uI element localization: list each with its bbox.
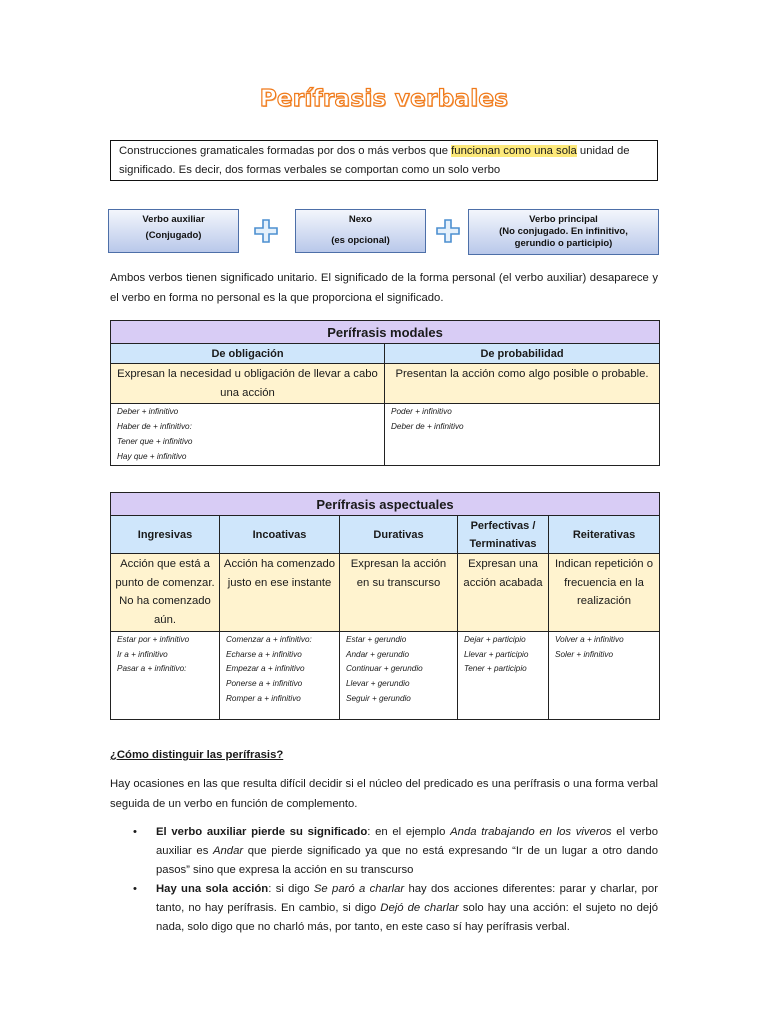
nexus-label: Nexo [348,214,373,225]
criterion-title: Hay una sola acción [156,883,269,895]
page-title: Perífrasis verbales [259,86,509,112]
example-item: Echarse a + infinitivo [226,649,302,659]
criterion-text: el verbo auxiliar es [156,826,658,857]
example-item: Andar + gerundio [346,649,410,659]
main-verb-label: Verbo principal [529,214,598,225]
aspectuales-table [110,492,660,720]
example-item: Hay que + infinitivo [117,451,187,461]
perifrasis-formula [108,209,660,257]
example-item: Poder + infinitivo [391,407,452,417]
example-item: Dejar + participio [464,634,526,644]
criterion-text: : en el ejemplo [367,826,451,838]
example-item: Romper a + infinitivo [226,693,301,703]
aspectuales-examples-reiterativas [549,631,660,719]
auxiliary-verb-label: Verbo auxiliar [142,214,205,225]
definition-text-end: unidad de significado. Es decir, dos formas verbales se comportan como un solo verbo [119,145,630,176]
modales-desc-obligacion: Expresan la necesidad u obligación de llevar a cabo una acción [111,364,385,404]
example-item: Tener + participio [464,664,527,674]
list-item [110,880,658,937]
criterion-text: que pierde significado ya que no está expresando “Ir de un lugar a otro dando pasos” sino que expresa la acción en su transcurso [156,845,658,876]
example-item: Ir a + infinitivo [117,649,168,659]
intro-paragraph: Ambos verbos tienen significado unitario. El significado de la forma personal (el verbo auxiliar) desaparece y el verbo en forma no personal es la que proporciona el significado. [110,272,658,304]
modales-examples-obligacion [111,404,385,466]
aspectuales-header-durativas: Durativas [340,516,458,554]
example-item: Soler + infinitivo [555,649,614,659]
aspectuales-header-ingresivas: Ingresivas [111,516,220,554]
bullet-marker: • [133,883,137,895]
example-item: Pasar a + infinitivo: [117,664,187,674]
example-item: Ponerse a + infinitivo [226,678,303,688]
aspectuales-desc-durativas: Expresan la acción en su transcurso [340,554,458,632]
definition-highlight: funcionan como una sola [451,145,577,157]
criterion-title: El verbo auxiliar pierde su significado [156,826,368,838]
example-item: Volver a + infinitivo [555,634,624,644]
example-item: Llevar + gerundio [346,678,410,688]
auxiliary-verb-note: (Conjugado) [145,230,202,241]
main-verb-note-2: gerundio o participio) [514,238,613,249]
criterion-text: solo hay una acción: el sujeto no dejó nada, solo digo que no charló más, por tanto, en este caso sí hay perífrasis verbal. [156,902,659,933]
example-item: Deber + infinitivo [117,407,179,417]
example-item: Empezar a + infinitivo [226,664,305,674]
modales-title: Perífrasis modales [111,321,660,344]
modales-examples-probabilidad [385,404,660,466]
criterion-example: Se paró a charlar [313,883,405,895]
definition-text: Construcciones gramaticales formadas por dos o más verbos que [119,145,452,157]
modales-header-probabilidad: De probabilidad [385,344,660,364]
aspectuales-examples-incoativas [220,631,340,719]
aspectuales-examples-perfectivas [458,631,549,719]
aspectuales-desc-incoativas: Acción ha comenzado justo en ese instante [220,554,340,632]
criteria-list [110,823,658,937]
aspectuales-header-perfectivas: Perfectivas / Terminativas [458,516,549,554]
example-item: Seguir + gerundio [346,693,411,703]
distinguish-paragraph: Hay ocasiones en las que resulta difícil decidir si el núcleo del predicado es una perífrasis o una forma verbal seguida de un verbo en función de complemento. [110,778,658,810]
section-subheading: ¿Cómo distinguir las perífrasis? [110,749,284,761]
nexus-note: (es opcional) [331,235,390,246]
plus-icon [254,219,278,243]
definition-box [110,140,658,181]
criterion-example: Anda trabajando en los viveros [450,826,612,838]
criterion-text: hay dos acciones diferentes: parar y charlar, por tanto, no hay perífrasis. En cambio, si digo [156,883,658,914]
aspectuales-header-incoativas: Incoativas [220,516,340,554]
aspectuales-desc-perfectivas: Expresan una acción acabada [458,554,549,632]
example-item: Tener que + infinitivo [117,436,193,446]
list-item [110,823,658,880]
example-item: Llevar + participio [464,649,529,659]
aspectuales-header-reiterativas: Reiterativas [549,516,660,554]
bullet-marker: • [133,826,137,838]
aspectuales-desc-reiterativas: Indican repetición o frecuencia en la realización [549,554,660,632]
aspectuales-examples-durativas [340,631,458,719]
main-verb-box [468,209,659,255]
modales-desc-probabilidad: Presentan la acción como algo posible o probable. [385,364,660,404]
plus-icon [436,219,460,243]
modales-table [110,320,660,466]
example-item: Deber de + infinitivo [391,422,464,432]
example-item: Comenzar a + infinitivo: [226,634,312,644]
modales-header-obligacion: De obligación [111,344,385,364]
auxiliary-verb-box [108,209,239,253]
example-item: Estar + gerundio [346,634,407,644]
aspectuales-desc-ingresivas: Acción que está a punto de comenzar. No ha comenzado aún. [111,554,220,632]
nexus-box [295,209,426,253]
aspectuales-title: Perífrasis aspectuales [111,493,660,516]
criterion-example: Dejó de charlar [380,902,459,914]
example-item: Estar por + infinitivo [117,634,190,644]
aspectuales-examples-ingresivas [111,631,220,719]
criterion-text: : si digo [268,883,314,895]
example-item: Continuar + gerundio [346,664,423,674]
main-verb-note: (No conjugado. En infinitivo, [499,226,628,237]
criterion-example: Andar [212,845,244,857]
example-item: Haber de + infinitivo: [117,422,192,432]
